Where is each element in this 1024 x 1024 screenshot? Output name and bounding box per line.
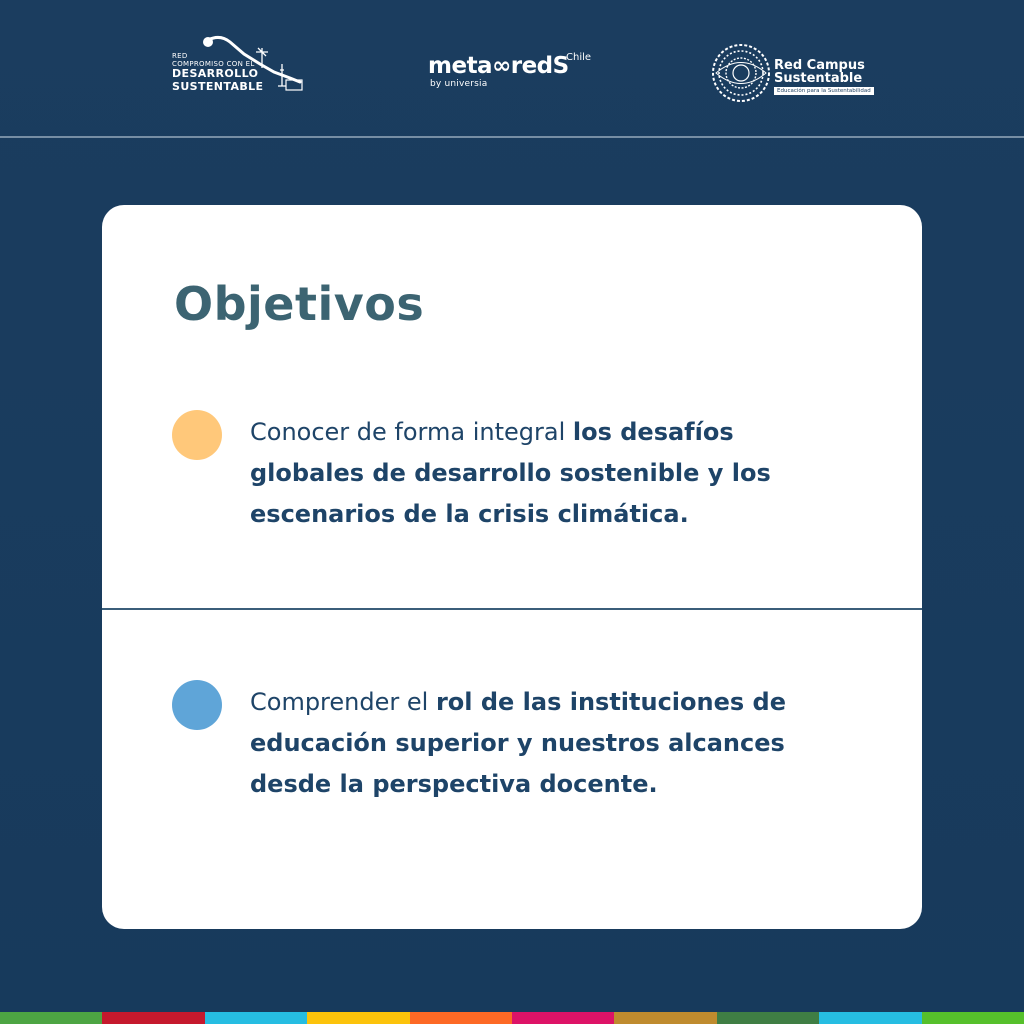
- objectives-card: [102, 205, 922, 929]
- logo-red-line2: COMPROMISO CON EL: [172, 60, 255, 68]
- objective-bullet-dot: [172, 680, 222, 730]
- header-divider: [0, 136, 1024, 138]
- logo-red-line4: SUSTENTABLE: [172, 80, 264, 93]
- strip-segment: [205, 1012, 307, 1024]
- objective-plain-text: Comprender el: [250, 688, 436, 716]
- logo-meta-country: Chile: [566, 52, 592, 63]
- logo-red-campus-sustentable: [710, 42, 870, 106]
- strip-segment: [307, 1012, 409, 1024]
- strip-segment: [512, 1012, 614, 1024]
- strip-segment: [102, 1012, 204, 1024]
- logo-campus-line1: Red Campus: [774, 58, 865, 73]
- logo-red-desarrollo-sustentable: [170, 34, 310, 98]
- objectives-divider: [102, 608, 922, 610]
- objective-bullet-dot: [172, 410, 222, 460]
- strip-segment: [717, 1012, 819, 1024]
- strip-segment: [819, 1012, 921, 1024]
- logo-campus-tagline: Educación para la Sustentabilidad: [774, 87, 874, 95]
- sdg-color-strip: [0, 1012, 1024, 1024]
- logo-red-line3: DESARROLLO: [172, 67, 259, 80]
- strip-segment: [410, 1012, 512, 1024]
- objective-plain-text: Conocer de forma integral: [250, 418, 573, 446]
- strip-segment: [0, 1012, 102, 1024]
- strip-segment: [614, 1012, 716, 1024]
- globe-mesh-icon: [710, 42, 772, 104]
- card-title: Objetivos: [174, 277, 425, 331]
- logo-metared-chile: [428, 52, 598, 96]
- logo-red-line1: RED: [172, 52, 188, 60]
- objective-bold-text: los desafíos globales de desarrollo sostenible y los escenarios de la crisis climática.: [250, 418, 771, 528]
- logo-campus-line2: Sustentable: [774, 71, 863, 86]
- strip-segment: [922, 1012, 1024, 1024]
- objective-text-1: [250, 412, 850, 535]
- header: [0, 0, 1024, 136]
- objective-text-2: [250, 682, 850, 805]
- logo-meta-name: meta∞redS: [428, 53, 569, 79]
- objective-bold-text: rol de las instituciones de educación superior y nuestros alcances desde la perspectiva docente.: [250, 688, 786, 798]
- logo-meta-byline: by universia: [430, 79, 488, 89]
